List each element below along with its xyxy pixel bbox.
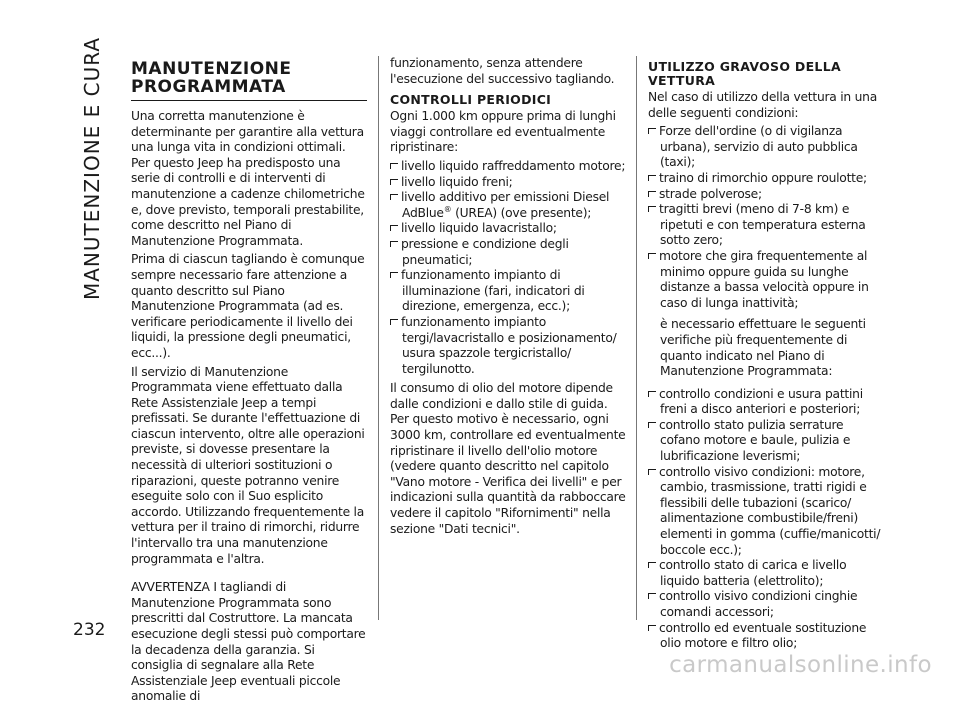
list-item: Forze dell'ordine (o di vigilanza urbana), servizio di auto pubblica (taxi); bbox=[648, 124, 884, 171]
column-3 bbox=[648, 56, 884, 652]
list-item: tragitti brevi (meno di 7-8 km) e ripetuti e con temperatura esterna sotto zero; bbox=[648, 202, 884, 249]
bullet-icon bbox=[648, 175, 656, 181]
chapter-side-title: MANUTENZIONE E CURA bbox=[80, 36, 104, 300]
list-item: livello liquido raffreddamento motore; bbox=[390, 159, 626, 175]
list-item: controllo ed eventuale sostituzione olio motore e filtro olio; bbox=[648, 621, 884, 652]
paragraph: Il servizio di Manutenzione Programmata viene effettuato dalla Rete Assistenziale Jeep a tempi prefissati. Se durante l'effettuazione di ciascun intervento, oltre alle operazioni previste, si dovesse presentare la necessità di ulteriori sostituzioni o riparazioni, queste potranno venire eseguite solo con il Suo esplicito accordo. Utilizzando frequentemente la vettura per il traino di rimorchi, ridurre l'intervallo tra una manutenzione programmata e l'altra. bbox=[131, 364, 365, 566]
paragraph: Una corretta manutenzione è determinante per garantire alla vettura una lunga vita in condizioni ottimali. Per questo Jeep ha predisposto una serie di controlli e di interventi di manutenzione a cadenze chilometriche e, dove previsto, temporali prestabilite, come descritto nel Piano di Manutenzione Programmata. bbox=[131, 109, 365, 248]
checks-list bbox=[390, 159, 626, 377]
bullet-icon bbox=[648, 128, 656, 134]
paragraph: è necessario effettuare le seguenti verifiche più frequentemente di quanto indicato nel Piano di Manutenzione Programmata: bbox=[660, 317, 866, 379]
bullet-icon bbox=[648, 422, 656, 428]
watermark: carmanualsonline.info bbox=[669, 652, 932, 678]
list-item: funzionamento impianto di illuminazione (fari, indicatori di direzione, emergenza, ecc.); bbox=[390, 268, 626, 315]
heading-line: VETTURA bbox=[648, 73, 716, 88]
list-item: pressione e condizione degli pneumatici; bbox=[390, 237, 626, 268]
paragraph: Ogni 1.000 km oppure prima di lunghi viaggi controllare ed eventualmente ripristinare: bbox=[390, 109, 616, 155]
bullet-icon bbox=[390, 241, 398, 247]
column-divider bbox=[636, 56, 637, 620]
frequent-checks-list bbox=[648, 387, 884, 652]
paragraph: Prima di ciascun tagliando è comunque sempre necessario fare attenzione a quanto descritto sul Piano Manutenzione Programmata (ad es. verificare periodicamente il livello dei liquidi, la pressione degli pneumatici, ecc...). bbox=[131, 252, 365, 360]
bullet-icon bbox=[390, 319, 398, 325]
bullet-icon bbox=[390, 225, 398, 231]
section-heading-controlli: CONTROLLI PERIODICI bbox=[390, 92, 552, 108]
bullet-icon bbox=[648, 593, 656, 599]
bullet-icon bbox=[648, 562, 656, 568]
bullet-icon bbox=[648, 391, 656, 397]
bullet-icon bbox=[648, 206, 656, 212]
bullet-icon bbox=[648, 469, 656, 475]
list-item: strade polverose; bbox=[648, 187, 884, 203]
list-item: livello liquido freni; bbox=[390, 175, 626, 191]
conditions-list bbox=[648, 124, 884, 311]
list-item: livello liquido lavacristallo; bbox=[390, 221, 626, 237]
bullet-icon bbox=[648, 191, 656, 197]
list-item: controllo stato di carica e livello liquido batteria (elettrolito); bbox=[648, 558, 884, 589]
section-heading-utilizzo-gravoso bbox=[648, 60, 884, 88]
column-2 bbox=[390, 56, 626, 540]
bullet-icon bbox=[390, 163, 398, 169]
bullet-icon bbox=[648, 253, 656, 259]
heading-line: MANUTENZIONE bbox=[131, 59, 292, 79]
heading-line: UTILIZZO GRAVOSO DELLA bbox=[648, 59, 841, 74]
list-item: motore che gira frequentemente al minimo oppure guida su lunghe distanze a bassa velocità oppure in caso di lunga inattività; bbox=[648, 249, 884, 311]
list-item: funzionamento impianto tergi/lavacristallo e posizionamento/ usura spazzole tergicristallo/ tergilunotto. bbox=[390, 315, 626, 377]
column-1 bbox=[131, 56, 367, 708]
list-item: controllo visivo condizioni: motore, cambio, trasmissione, tratti rigidi e flessibili delle tubazioni (scarico/ alimentazione combustibile/freni) elementi in gomma (cuffie/manicotti/ boccole ecc.); bbox=[648, 465, 884, 559]
bullet-icon bbox=[390, 179, 398, 185]
bullet-icon bbox=[390, 272, 398, 278]
warning-paragraph: AVVERTENZA I tagliandi di Manutenzione Programmata sono prescritti dal Costruttore. La mancata esecuzione degli stessi può comportare la decadenza della garanzia. Si consiglia di segnalare alla Rete Assistenziale Jeep eventuali piccole anomalie di bbox=[131, 580, 366, 704]
bullet-icon bbox=[648, 625, 656, 631]
list-item: controllo condizioni e usura pattini freni a disco anteriori e posteriori; bbox=[648, 387, 884, 418]
bullet-icon bbox=[390, 194, 398, 200]
paragraph: Il consumo di olio del motore dipende dalle condizioni e dallo stile di guida. Per questo motivo è necessario, ogni 3000 km, controllare ed eventualmente ripristinare il livello dell'olio motore (vedere quanto descritto nel capitolo "Vano motore - Verifica dei livelli" e per indicazioni sulla quantità da rabboccare vedere il capitolo "Rifornimenti" nella sezione "Dati tecnici". bbox=[390, 381, 626, 536]
page-number: 232 bbox=[73, 620, 106, 640]
list-item: traino di rimorchio oppure roulotte; bbox=[648, 171, 884, 187]
column-divider bbox=[378, 56, 379, 620]
section-heading-manutenzione bbox=[131, 60, 367, 101]
list-item: livello additivo per emissioni Diesel AdBlue® (UREA) (ove presente); bbox=[390, 190, 626, 221]
heading-line: PROGRAMMATA bbox=[131, 77, 286, 97]
paragraph: Nel caso di utilizzo della vettura in una delle seguenti condizioni: bbox=[648, 90, 877, 120]
list-item: controllo visivo condizioni cinghie comandi accessori; bbox=[648, 589, 884, 620]
list-item: controllo stato pulizia serrature cofano motore e baule, pulizia e lubrificazione leverismi; bbox=[648, 418, 884, 465]
paragraph: funzionamento, senza attendere l'esecuzione del successivo tagliando. bbox=[390, 56, 615, 86]
